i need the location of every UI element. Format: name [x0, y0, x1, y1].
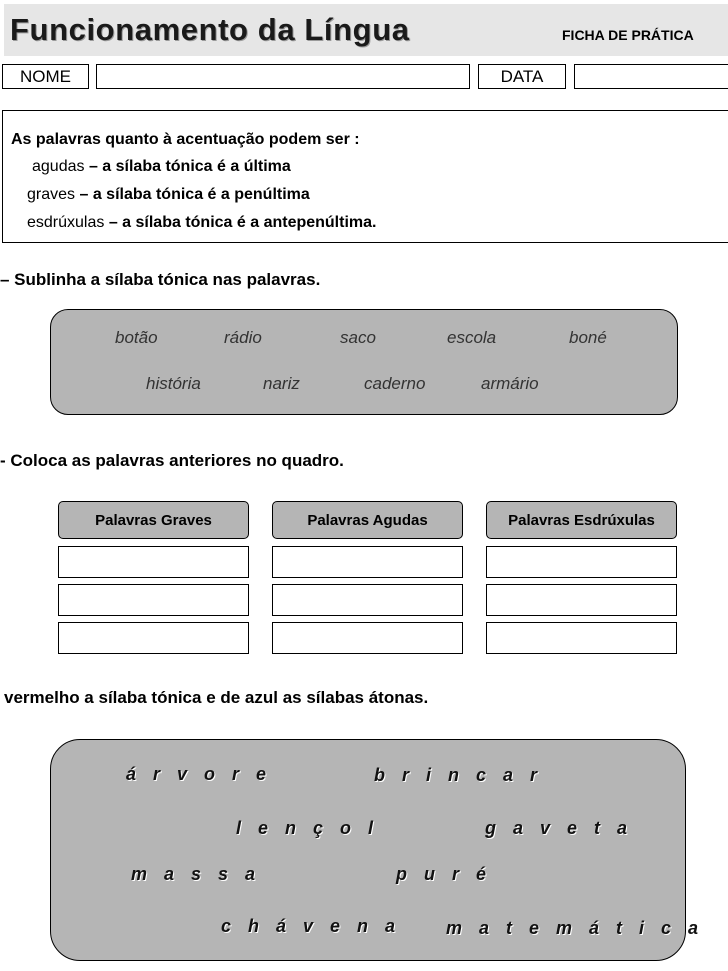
spaced-word-brincar: b r i n c a r: [374, 765, 544, 785]
rules-lead: As palavras quanto à acentuação podem ser :: [11, 131, 360, 148]
sheet-type-label: FICHA DE PRÁTICA: [562, 27, 694, 43]
word-caderno: caderno: [364, 374, 426, 393]
agudas-answer-cell[interactable]: [272, 622, 463, 654]
word-saco: saco: [340, 328, 376, 347]
spaced-word-massa: m a s s a: [131, 864, 262, 884]
agudas-answer-cell[interactable]: [272, 584, 463, 616]
exercise1-word-panel: [50, 309, 678, 415]
column-header-agudas: Palavras Agudas: [272, 501, 463, 539]
spaced-word-matematica: m a t e m á t i c a: [446, 918, 705, 938]
rule-term: graves: [27, 186, 76, 203]
graves-answer-cell[interactable]: [58, 622, 249, 654]
word-radio: rádio: [224, 328, 262, 347]
name-field[interactable]: [96, 64, 470, 89]
rule-graves: [27, 186, 310, 204]
graves-answer-cell[interactable]: [58, 546, 249, 578]
date-label: DATA: [478, 64, 566, 89]
name-label: NOME: [2, 64, 89, 89]
spaced-word-chavena: c h á v e n a: [221, 916, 402, 936]
word-armario: armário: [481, 374, 539, 393]
rule-definition: – a sílaba tónica é a última: [84, 158, 291, 175]
spaced-word-pure: p u r é: [396, 864, 493, 884]
word-escola: escola: [447, 328, 497, 347]
word-bone: boné: [569, 328, 607, 347]
agudas-answer-cell[interactable]: [272, 546, 463, 578]
rule-definition: – a sílaba tónica é a penúltima: [75, 186, 310, 203]
rule-term: agudas: [32, 158, 85, 175]
exercise3-instruction: vermelho a sílaba tónica e de azul as sílabas átonas.: [4, 688, 429, 707]
page-title: Funcionamento da Língua: [10, 12, 410, 47]
spaced-word-lencol: l e n ç o l: [236, 818, 380, 838]
rule-definition: – a sílaba tónica é a antepenúltima.: [104, 214, 377, 231]
exercise2-instruction: - Coloca as palavras anteriores no quadro.: [0, 451, 344, 470]
rule-agudas: [32, 158, 291, 176]
column-header-graves: Palavras Graves: [58, 501, 249, 539]
word-botao: botão: [115, 328, 158, 347]
graves-answer-cell[interactable]: [58, 584, 249, 616]
esdruxulas-answer-cell[interactable]: [486, 584, 677, 616]
word-nariz: nariz: [263, 374, 300, 393]
exercise1-instruction: – Sublinha a sílaba tónica nas palavras.: [0, 270, 321, 289]
esdruxulas-answer-cell[interactable]: [486, 622, 677, 654]
spaced-word-gaveta: g a v e t a: [485, 818, 634, 838]
spaced-word-arvore: á r v o r e: [126, 764, 273, 784]
esdruxulas-answer-cell[interactable]: [486, 546, 677, 578]
date-field[interactable]: [574, 64, 728, 89]
column-header-esdruxulas: Palavras Esdrúxulas: [486, 501, 677, 539]
rule-esdruxulas: [27, 214, 376, 232]
rule-term: esdrúxulas: [27, 214, 105, 231]
word-historia: história: [146, 374, 201, 393]
